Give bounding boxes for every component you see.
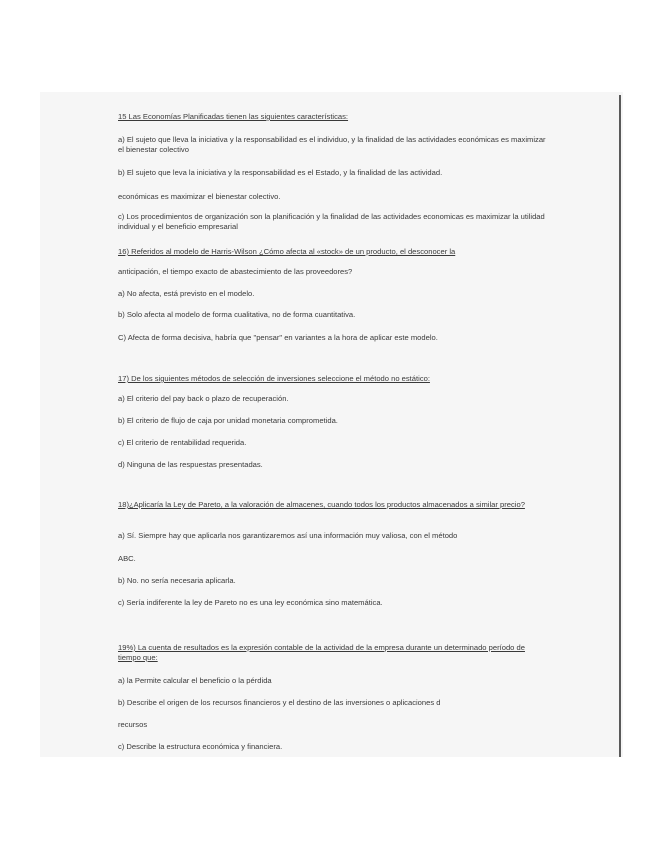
answer-line: a) Sí. Siempre hay que aplicarla nos garantizaremos así una información muy valiosa, con el método xyxy=(118,531,458,540)
answer-line: a) El criterio del pay back o plazo de recuperación. xyxy=(118,394,289,403)
answer-line: b) No. no sería necesaria aplicarla. xyxy=(118,576,236,585)
answer-line: a) No afecta, está previsto en el modelo. xyxy=(118,289,255,298)
question-title: 19%) La cuenta de resultados es la expresión contable de la actividad de la empresa durante un determinado período de tiempo que: xyxy=(118,643,525,662)
answer-line: d) Ninguna de las respuestas presentadas. xyxy=(118,460,263,469)
question-title: 18)¿Aplicaría la Ley de Pareto, a la valoración de almacenes, cuando todos los productos almacenados a similar precio? xyxy=(118,500,525,509)
page-edge-shadow xyxy=(619,95,621,757)
answer-line: c) Describe la estructura económica y financiera. xyxy=(118,742,283,751)
answer-line: ABC. xyxy=(118,554,136,563)
answer-line: a) la Permite calcular el beneficio o la pérdida xyxy=(118,676,272,685)
answer-line: b) El criterio de flujo de caja por unidad monetaria comprometida. xyxy=(118,416,338,425)
answer-line: recursos xyxy=(118,720,148,729)
question-title: 15 Las Economías Planificadas tienen las siguientes características: xyxy=(118,112,349,121)
answer-line: b) Solo afecta al modelo de forma cualitativa, no de forma cuantitativa. xyxy=(118,310,356,319)
question-title: 16) Referidos al modelo de Harris-Wilson ¿Cómo afecta al «stock» de un producto, el desconocer la xyxy=(118,247,456,256)
answer-line: económicas es maximizar el bienestar colectivo. xyxy=(118,192,281,201)
answer-line: anticipación, el tiempo exacto de abastecimiento de las proveedores? xyxy=(118,267,353,276)
answer-line: C) Afecta de forma decisiva, habría que "pensar" en variantes a la hora de aplicar este modelo. xyxy=(118,333,438,342)
answer-line: b) El sujeto que leva la iniciativa y la responsabilidad es el Estado, y la finalidad de las actividad. xyxy=(118,168,443,177)
answer-line: b) Describe el origen de los recursos financieros y el destino de las inversiones o aplicaciones d xyxy=(118,698,441,707)
answer-line: c) Los procedimientos de organización son la planificación y la finalidad de las actividades economicas es maximizar la utilidad individual y el beneficio empresarial xyxy=(118,212,545,231)
question-title: 17) De los siguientes métodos de selección de inversiones seleccione el método no estático: xyxy=(118,374,430,383)
answer-line: c) Sería indiferente la ley de Pareto no es una ley económica sino matemática. xyxy=(118,598,383,607)
answer-line: a) El sujeto que lleva la iniciativa y la responsabilidad es el individuo, y la finalidad de las actividades económicas es maximizar el bienestar colectivo xyxy=(118,135,546,154)
answer-line: c) El criterio de rentabilidad requerida. xyxy=(118,438,247,447)
